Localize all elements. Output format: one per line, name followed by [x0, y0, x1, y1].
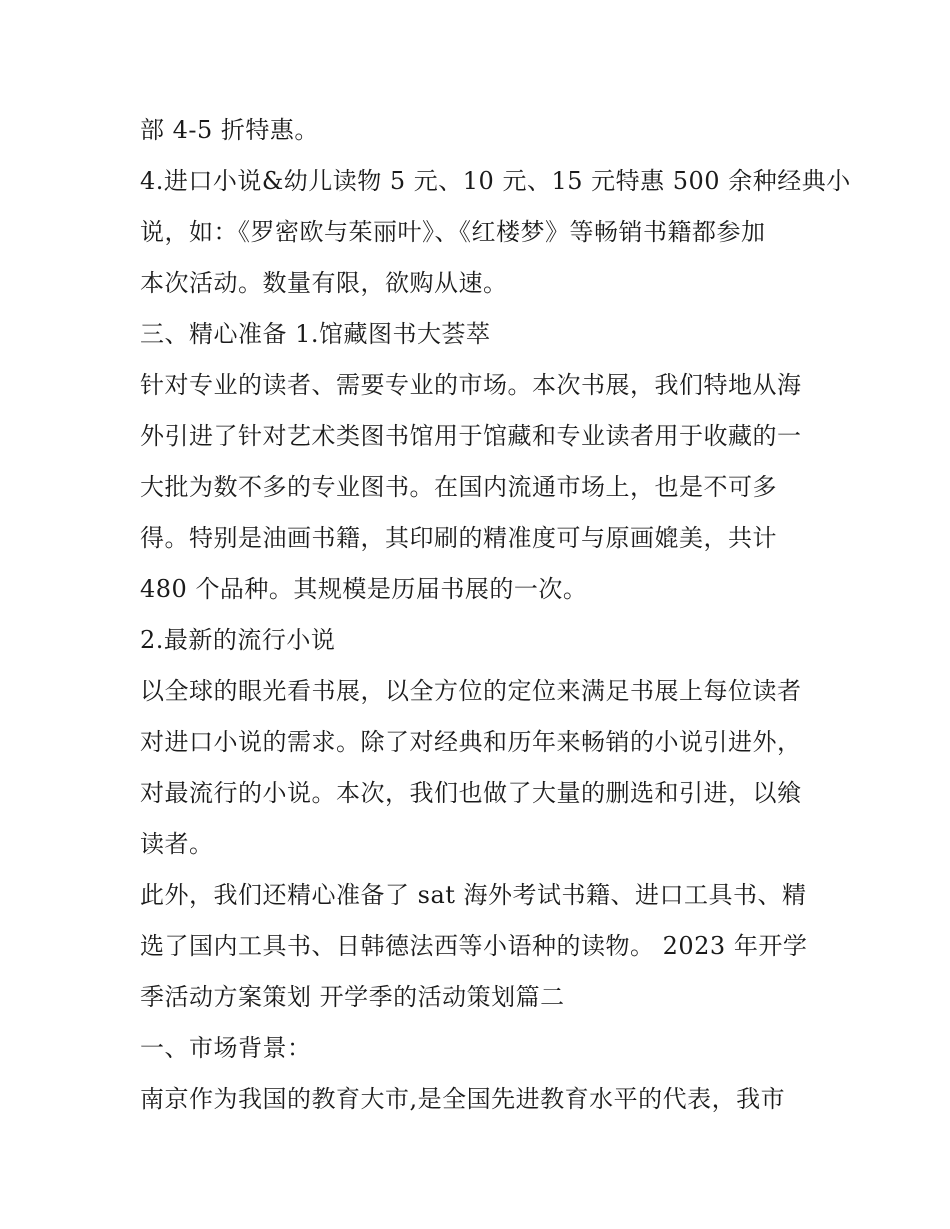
text-line: 选了国内工具书、日韩德法西等小语种的读物。 2023 年开学	[140, 932, 808, 960]
text-line: 4.进口小说&幼儿读物 5 元、10 元、15 元特惠 500 余种经典小	[140, 167, 851, 195]
text-line: 说，如：《罗密欧与茱丽叶》、《红楼梦》等畅销书籍都参加	[140, 218, 766, 246]
text-line: 此外，我们还精心准备了 sat 海外考试书籍、进口工具书、精	[140, 881, 807, 909]
text-line: 针对专业的读者、需要专业的市场。本次书展，我们特地从海	[140, 371, 802, 399]
text-line: 以全球的眼光看书展，以全方位的定位来满足书展上每位读者	[140, 677, 802, 705]
text-line: 本次活动。数量有限，欲购从速。	[140, 269, 508, 297]
text-line: 对最流行的小说。本次，我们也做了大量的删选和引进，以飨	[140, 779, 802, 807]
text-line: 大批为数不多的专业图书。在国内流通市场上，也是不可多	[140, 473, 777, 501]
text-line: 对进口小说的需求。除了对经典和历年来畅销的小说引进外，	[140, 728, 802, 756]
text-line: 季活动方案策划 开学季的活动策划篇二	[140, 983, 565, 1011]
text-line: 读者。	[140, 830, 214, 858]
section-heading: 三、精心准备 1.馆藏图书大荟萃	[140, 320, 491, 348]
section-heading: 一、市场背景：	[140, 1034, 312, 1062]
text-line: 得。特别是油画书籍，其印刷的精准度可与原画媲美，共计	[140, 524, 777, 552]
subsection-heading: 2.最新的流行小说	[140, 626, 336, 654]
text-line: 南京作为我国的教育大市,是全国先进教育水平的代表，我市	[140, 1085, 786, 1113]
text-line: 外引进了针对艺术类图书馆用于馆藏和专业读者用于收藏的一	[140, 422, 802, 450]
text-line: 480 个品种。其规模是历届书展的一次。	[140, 575, 588, 603]
document-body	[140, 105, 851, 1125]
text-line: 部 4-5 折特惠。	[140, 116, 319, 144]
